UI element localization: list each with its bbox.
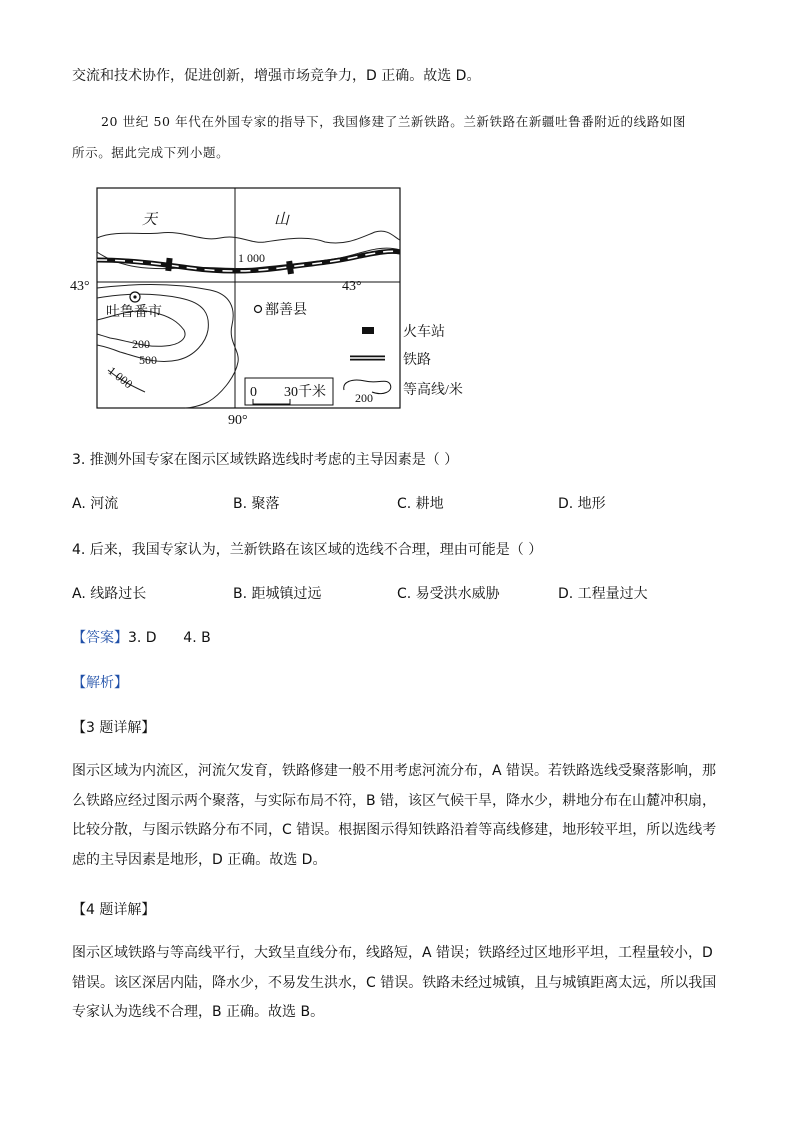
region-label-tian: 天 — [142, 210, 158, 228]
lat-label-right: 43° — [342, 279, 362, 294]
answer-line — [72, 628, 211, 648]
railway-map — [60, 180, 480, 430]
contour-1000-north — [97, 231, 400, 243]
q4-option-b[interactable]: B. 距城镇过远 — [233, 586, 322, 602]
passage-line-2: 所示。据此完成下列小题。 — [72, 145, 230, 160]
legend-railway-label: 铁路 — [403, 353, 431, 368]
train-station-1 — [165, 258, 172, 272]
q4-option-a[interactable]: A. 线路过长 — [72, 586, 147, 602]
contour-label-500: 500 — [139, 353, 157, 367]
detail-4-text: 图示区域铁路与等高线平行，大致呈直线分布，线路短，A 错误；铁路经过区地形平坦，工程量较小，D 错误。该区深居内陆，降水少，不易发生洪水，C 错误。铁路未经过城镇，且与城镇距离太远，所以我国专家认为选线不合理，B 正确。故选 B。 — [72, 945, 717, 1020]
q3-option-a[interactable]: A. 河流 — [72, 496, 119, 512]
q3-option-d[interactable]: D. 地形 — [558, 496, 606, 512]
county-label: 鄯善县 — [265, 303, 307, 318]
lon-label: 90° — [228, 413, 248, 428]
city-label: 吐鲁番市 — [106, 305, 162, 320]
detail-4-title: 【4 题详解】 — [72, 902, 156, 918]
city-icon-dot — [133, 295, 136, 298]
scale-zero: 0 — [250, 385, 257, 400]
county-icon — [255, 306, 262, 313]
contour-label-200: 200 — [132, 337, 150, 351]
legend-contour-value: 200 — [355, 391, 373, 405]
detail-3-text: 图示区域为内流区，河流欠发育，铁路修建一般不用考虑河流分布，A 错误。若铁路选线受聚落影响，那么铁路应经过图示两个聚落，与实际布局不符，B 错，该区气候干旱，降水少，耕地分布在山麓冲积扇，比较分散，与图示铁路分布不同，C 错误。根据图示得知铁路沿着等高线修建，地形较平坦，所以选线考虑的主导因素是地形，D 正确。故选 D。 — [72, 763, 717, 868]
legend-station-label: 火车站 — [403, 325, 445, 340]
legend-station-icon — [362, 327, 374, 334]
contour-label-1000-bottom: 1 000 — [105, 363, 136, 392]
scale-value: 30千米 — [284, 385, 326, 400]
q3-option-b[interactable]: B. 聚落 — [233, 496, 280, 512]
analysis-label: 【解析】 — [72, 675, 128, 691]
train-station-2 — [286, 261, 294, 275]
question-3-stem: 3. 推测外国专家在图示区域铁路选线时考虑的主导因素是（ ） — [72, 452, 459, 468]
intro-tail-text: 交流和技术协作，促进创新，增强市场竞争力，D 正确。故选 D。 — [72, 68, 481, 84]
passage-line-1: 20 世纪 50 年代在外国专家的指导下，我国修建了兰新铁路。兰新铁路在新疆吐鲁番附近的线路如图 — [101, 114, 687, 129]
detail-3-title: 【3 题详解】 — [72, 720, 156, 736]
legend-contour-label: 等高线/米 — [403, 383, 463, 398]
q4-option-d[interactable]: D. 工程量过大 — [558, 586, 648, 602]
question-4-stem: 4. 后来，我国专家认为，兰新铁路在该区域的选线不合理，理由可能是（ ） — [72, 542, 543, 558]
lat-label-left: 43° — [70, 279, 90, 294]
answer-value: 3. D 4. B — [128, 630, 211, 646]
region-label-shan: 山 — [274, 210, 290, 228]
q3-option-c[interactable]: C. 耕地 — [397, 496, 444, 512]
q4-option-c[interactable]: C. 易受洪水威胁 — [397, 586, 500, 602]
answer-label: 【答案】 — [72, 630, 128, 646]
contour-label-1000-top: 1 000 — [238, 251, 265, 265]
